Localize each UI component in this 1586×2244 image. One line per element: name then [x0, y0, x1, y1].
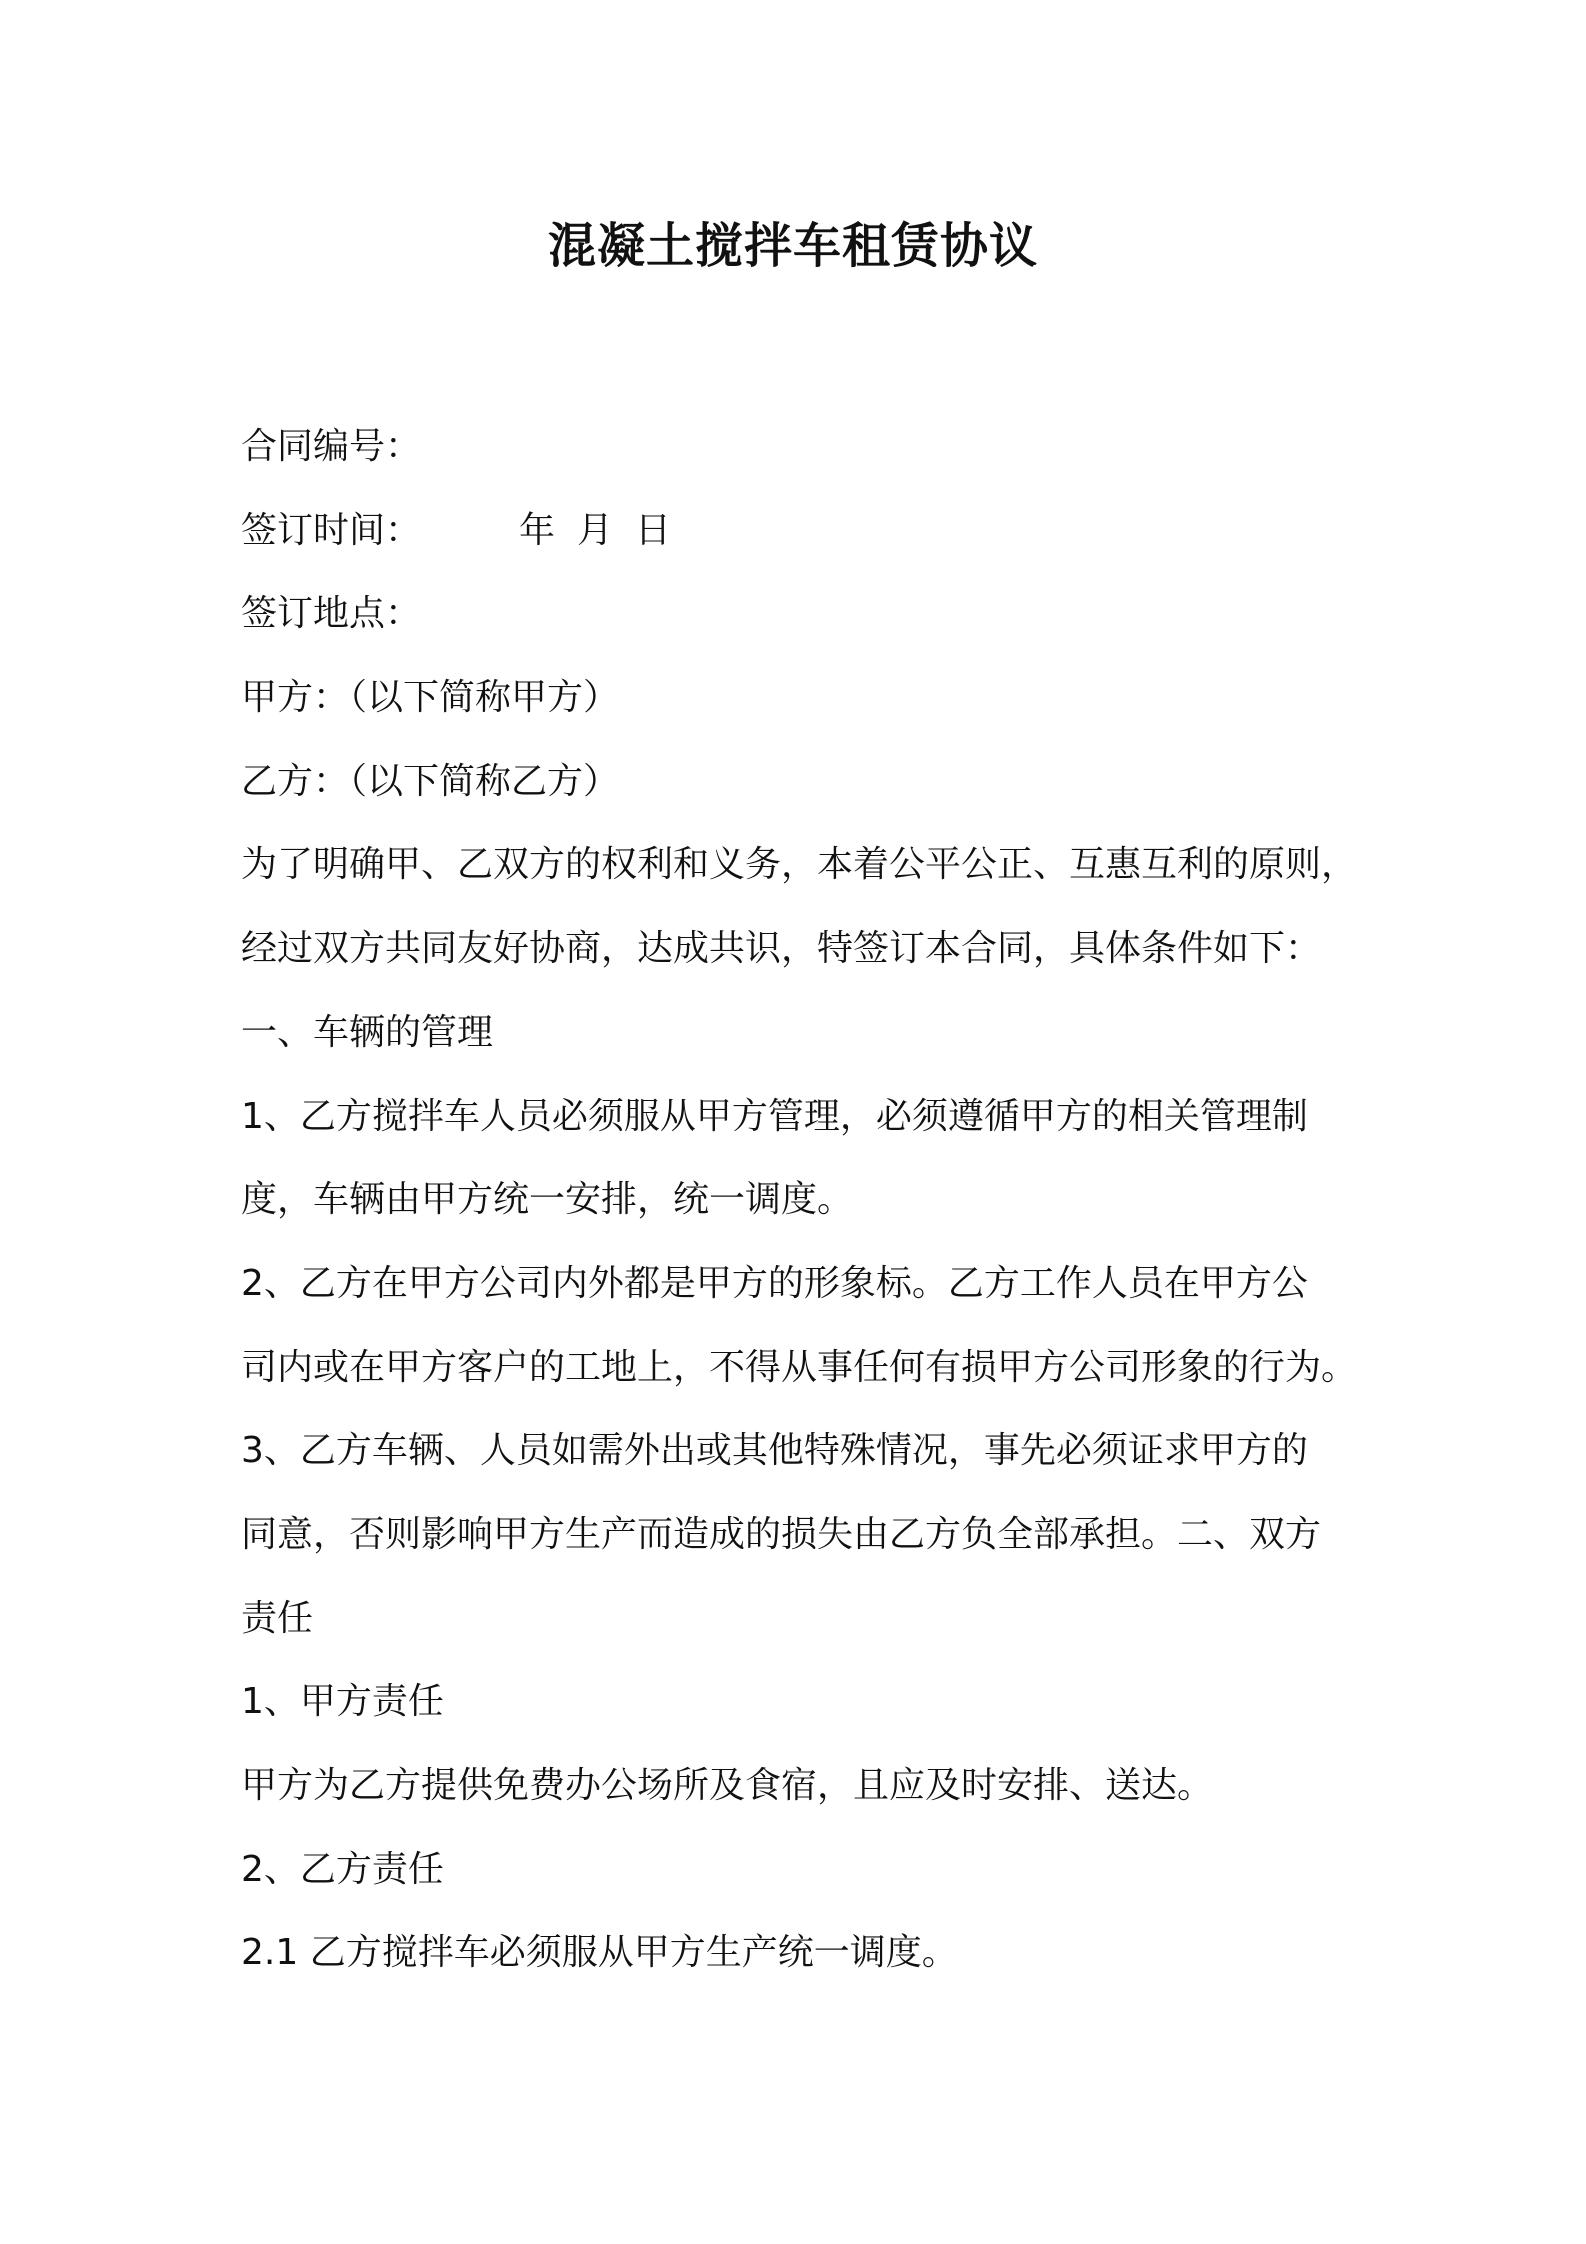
- sign-time-label: 签订时间：: [241, 509, 422, 551]
- sign-place-label: 签订地点：: [241, 593, 422, 635]
- page-title: 混凝土搅拌车租赁协议: [547, 218, 1038, 274]
- sign-time-row: [241, 489, 1376, 573]
- party-a-responsibility-heading: 1、甲方责任: [241, 1681, 444, 1723]
- party-a: 甲方：（以下简称甲方）: [241, 677, 620, 719]
- party-b-clause-2-1: 2.1 乙方搅拌车必须服从甲方生产统一调度。: [241, 1932, 958, 1974]
- section-heading-vehicle-management: 一、车辆的管理: [241, 1011, 494, 1053]
- party-b-responsibility-heading: 2、乙方责任: [241, 1848, 444, 1890]
- clause-1-line: 度，车辆由甲方统一安排，统一调度。: [241, 1179, 854, 1221]
- clause-1-line: 1、乙方搅拌车人员必须服从甲方管理，必须遵循甲方的相关管理制: [241, 1095, 1308, 1137]
- contract-number-label: 合同编号：: [241, 426, 422, 467]
- clause-2-line: 司内或在甲方客户的工地上，不得从事任何有损甲方公司形象的行为。: [241, 1346, 1358, 1388]
- day-unit: 日: [635, 509, 672, 551]
- party-b: 乙方：（以下简称乙方）: [241, 760, 620, 802]
- year-unit: 年: [519, 509, 556, 551]
- document-body: [241, 405, 1376, 1995]
- intro-line: 为了明确甲、乙双方的权利和义务，本着公平公正、互惠互利的原则，: [241, 844, 1358, 886]
- clause-3-line: 3、乙方车辆、人员如需外出或其他特殊情况，事先必须证求甲方的: [241, 1430, 1308, 1472]
- intro-line: 经过双方共同友好协商，达成共识，特签订本合同，具体条件如下：: [241, 928, 1322, 970]
- clause-3-line: 责任: [241, 1597, 314, 1639]
- party-a-responsibility-text: 甲方为乙方提供免费办公场所及食宿，且应及时安排、送达。: [241, 1765, 1214, 1806]
- clause-2-line: 2、乙方在甲方公司内外都是甲方的形象标。乙方工作人员在甲方公: [241, 1262, 1308, 1304]
- month-unit: 月: [577, 509, 614, 551]
- clause-3-line: 同意，否则影响甲方生产而造成的损失由乙方负全部承担。二、双方: [241, 1513, 1322, 1555]
